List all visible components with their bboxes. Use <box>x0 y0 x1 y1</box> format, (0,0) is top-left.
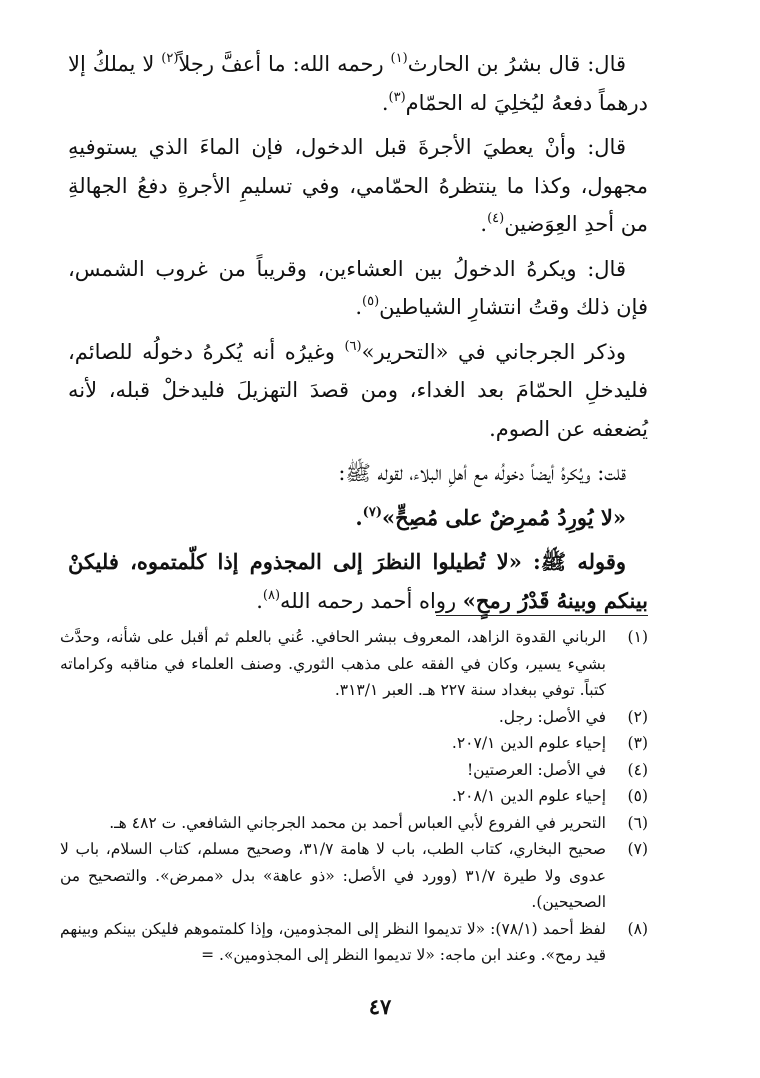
footnote-ref-3[interactable]: (٣) <box>388 89 406 105</box>
footnote-number: (٦) <box>627 813 648 832</box>
footnote-number: (٢) <box>627 707 648 726</box>
footnote-text: في الأصل: رجل. <box>498 707 606 726</box>
paragraph-2 <box>68 128 648 244</box>
text-run: رواه أحمد رحمه الله <box>280 588 463 613</box>
hadith-quote-2: وقوله ﷺ: «لا تُطيلوا النظرَ إلى المجذوم إذا كلّمتموه، فليكنْ بينكم وبينهُ قَدْرُ رمحٍ» <box>68 549 648 613</box>
footnote-5 <box>60 783 648 810</box>
footnote-8 <box>60 916 648 969</box>
footnote-ref-5[interactable]: (٥) <box>362 294 380 309</box>
text-run: . <box>480 212 488 236</box>
footnote-number: (١) <box>627 628 648 646</box>
text-run: . <box>355 295 363 319</box>
footnote-number: (٤) <box>627 760 648 779</box>
footnote-ref-4[interactable]: (٤) <box>487 211 505 226</box>
text-run: وغيرُه أنه يُكرهُ دخولُه للصائم، فليدخلِ الحمّامَ بعد الغداء، ومن قصدَ التهزيلَ فليدخلْ قبله، لأنه يُضعفه عن الصوم. <box>68 339 648 441</box>
footnote-1 <box>60 624 648 704</box>
paragraph-1 <box>68 45 648 122</box>
text-run: . <box>256 588 263 613</box>
footnote-text: في الأصل: العرصتين! <box>466 760 606 779</box>
footnote-number: (٥) <box>627 787 648 805</box>
footnote-number: (٨) <box>627 919 648 938</box>
footnote-7 <box>60 836 648 916</box>
text-run: لا يملكُ إلا درهماً دفعهُ ليُخلِيَ له الحمّام <box>68 52 648 115</box>
footnote-number: (٧) <box>627 840 648 858</box>
footnote-2 <box>60 704 648 731</box>
text-run: . <box>381 90 389 115</box>
footnotes <box>60 624 648 969</box>
text-run: رحمه الله: ما أعفَّ رجلاً <box>178 52 391 76</box>
footnote-text: لفظ أحمد (٧٨/١): «لا تديموا النظر إلى المجذومين، وإذا كلمتموهم فليكن بينكم وبينهم قيد رمح». وعند ابن ماجه: «لا تديموا النظر إلى المجذومين». = <box>60 919 606 964</box>
footnote-text: إحياء علوم الدين ٢٠٧/١. <box>451 734 606 752</box>
text-run: قال: وأنْ يعطيَ الأجرةَ قبل الدخول، فإن الماءَ الذي يستوفيهِ مجهول، وكذا ما ينتظرهُ الحمّامي، وفي تسليمِ الأجرةِ دفعُ الجهالةِ من أحدِ العِوَضين <box>68 135 648 236</box>
main-text <box>68 45 648 626</box>
footnote-ref-7[interactable]: (٧) <box>362 504 382 520</box>
footnote-4 <box>60 757 648 784</box>
paragraph-4 <box>68 333 648 449</box>
hadith-quote-1 <box>68 499 648 538</box>
footnote-ref-1[interactable]: (١) <box>390 51 408 66</box>
text-run: قال: قال بشرُ بن الحارث <box>407 52 627 76</box>
footnote-6 <box>60 810 648 837</box>
footnote-number: (٣) <box>627 734 648 752</box>
text-run: «لا يُورِدُ مُمرِضٌ على مُصِحٍّ» <box>381 504 626 530</box>
footnote-text: صحيح البخاري، كتاب الطب، باب لا هامة ٣١/٧، وصحيح مسلم، كتاب السلام، باب لا عدوى ولا طيرة ٣١/٧ (وورد في الأصل: «ذو عاهة» بدل «ممرض». والتصحيح من الصحيحين). <box>60 840 606 911</box>
footnote-ref-8[interactable]: (٨) <box>262 587 281 603</box>
footnote-text: الرباني القدوة الزاهد، المعروف ببشر الحافي. عُني بالعلم ثم أقبل على شأنه، وحدَّث بشيء يسير، وكان في الفقه على مذهب الثوري. وصنف العلماء في مناقبه وكراماته كتباً. توفي ببغداد سنة ٢٢٧ هـ. العبر ٣١٣/١. <box>60 628 606 699</box>
page-number: ٤٧ <box>368 994 392 1019</box>
text-run: قال: ويكرهُ الدخولُ بين العشاءين، وقريباً من غروب الشمس، فإن ذلك وقتُ انتشارِ الشياطين <box>68 256 648 319</box>
footnote-3 <box>60 730 648 757</box>
footnote-ref-2[interactable]: (٢) <box>161 51 179 66</box>
paragraph-7 <box>68 543 648 620</box>
footnote-ref-6[interactable]: (٦) <box>344 338 362 354</box>
text-run: . <box>355 504 363 530</box>
footnote-text: إحياء علوم الدين ٢٠٨/١. <box>451 787 606 805</box>
text-run: وذكر الجرجاني في «التحرير» <box>361 339 626 364</box>
footnote-divider <box>436 615 648 616</box>
paragraph-3 <box>68 250 648 327</box>
paragraph-5: قلت: ويُكرهُ أيضاً دخولُه مع أهلِ البلاء، لقوله ﷺ: <box>338 461 626 485</box>
footnote-text: التحرير في الفروع لأبي العباس أحمد بن محمد الجرجاني الشافعي. ت ٤٨٢ هـ. <box>109 813 606 832</box>
